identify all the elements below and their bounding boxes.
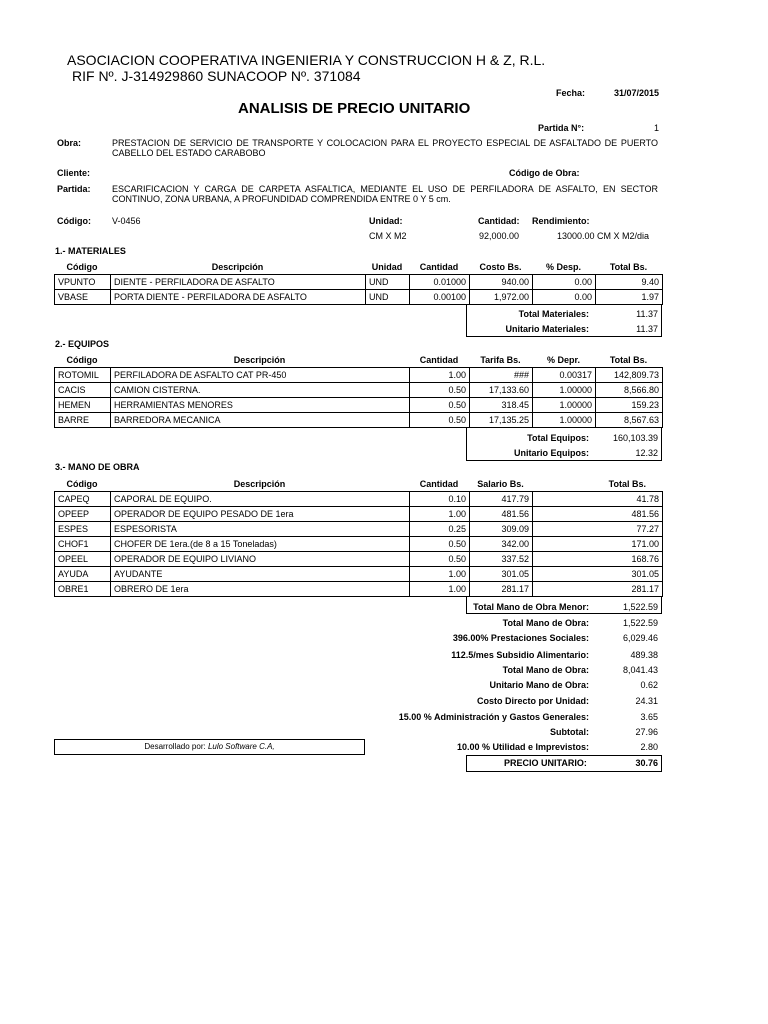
col-total: Total Bs. — [609, 354, 648, 365]
resumen-value: 0.62 — [640, 680, 658, 690]
col-descripcion: Descripción — [211, 261, 264, 272]
table-row — [55, 492, 663, 507]
cliente-label: Cliente: — [57, 168, 91, 178]
table-row — [55, 507, 663, 522]
cell-codigo: ESPES — [55, 522, 111, 537]
cell-codigo: OBRE1 — [55, 582, 111, 597]
col-codigo: Código — [66, 354, 98, 365]
mano-obra-table — [54, 491, 663, 597]
cell-total: 77.27 — [533, 522, 663, 537]
table-row — [55, 290, 663, 305]
col-cantidad: Cantidad — [419, 354, 459, 365]
cell-codigo: OPEEP — [55, 507, 111, 522]
cell-codigo: ROTOMIL — [55, 368, 111, 383]
cell-unidad: UND — [366, 290, 410, 305]
cell-cantidad: 1.00 — [410, 582, 470, 597]
cell-cantidad: 1.00 — [410, 567, 470, 582]
resumen-label: 396.00% Prestaciones Sociales: — [452, 633, 589, 643]
resumen-value: 2.80 — [640, 742, 658, 752]
col-unidad: Unidad — [371, 261, 403, 272]
col-tarifa: Tarifa Bs. — [480, 354, 521, 365]
cell-codigo: VPUNTO — [55, 275, 111, 290]
cell-depr: 1.00000 — [533, 413, 596, 428]
cell-total: 8,567.63 — [596, 413, 663, 428]
codigo-value: V-0456 — [112, 216, 141, 226]
developer-credit — [54, 742, 365, 751]
cell-descripcion: CAMION CISTERNA. — [111, 383, 410, 398]
total-materiales-value: 11.37 — [636, 309, 658, 319]
cell-codigo: BARRE — [55, 413, 111, 428]
cell-tarifa: 318.45 — [470, 398, 533, 413]
cell-salario: 337.52 — [470, 552, 533, 567]
company-name: ASOCIACION COOPERATIVA INGENIERIA Y CONSTRUCCION H & Z, R.L. — [67, 52, 546, 68]
cell-total: 8,566.80 — [596, 383, 663, 398]
table-row — [55, 383, 663, 398]
obra-value: PRESTACION DE SERVICIO DE TRANSPORTE Y COLOCACION PARA EL PROYECTO ESPECIAL DE ASFALTADO DE PUERTO CABELLO DEL ESTADO CARABOBO — [112, 138, 658, 158]
resumen-value: 8,041.43 — [622, 665, 658, 675]
cell-total: 281.17 — [533, 582, 663, 597]
cell-total: 171.00 — [533, 537, 663, 552]
developer-prefix: Desarrollado por: — [144, 742, 208, 751]
page-title: ANALISIS DE PRECIO UNITARIO — [238, 100, 471, 117]
table-row — [55, 552, 663, 567]
cell-descripcion: PERFILADORA DE ASFALTO CAT PR-450 — [111, 368, 410, 383]
unitario-materiales-label: Unitario Materiales: — [505, 324, 589, 334]
obra-label: Obra: — [57, 138, 82, 148]
unidad-label: Unidad: — [369, 216, 403, 226]
cell-depr: 1.00000 — [533, 398, 596, 413]
cell-salario: 481.56 — [470, 507, 533, 522]
resumen-value: 6,029.46 — [622, 633, 658, 643]
rendimiento-value: 13000.00 CM X M2/dia — [556, 231, 649, 241]
cell-total: 142,809.73 — [596, 368, 663, 383]
cell-codigo: CAPEQ — [55, 492, 111, 507]
resumen-value: 489.38 — [630, 650, 658, 660]
cell-salario: 309.09 — [470, 522, 533, 537]
cantidad-value: 92,000.00 — [478, 231, 519, 241]
unidad-value: CM X M2 — [369, 231, 407, 241]
resumen-label: 15.00 % Administración y Gastos Generales: — [398, 712, 589, 722]
cell-cantidad: 1.00 — [410, 368, 470, 383]
resumen-label: Total Mano de Obra: — [502, 665, 589, 675]
resumen-value: 24.31 — [635, 696, 658, 706]
col-depr: % Depr. — [546, 354, 580, 365]
cell-tarifa: 17,135.25 — [470, 413, 533, 428]
table-row — [55, 582, 663, 597]
codigo-obra-label: Código de Obra: — [509, 168, 580, 178]
cell-total: 168.76 — [533, 552, 663, 567]
resumen-label: Subtotal: — [550, 727, 589, 737]
table-row — [55, 537, 663, 552]
partida-n-value: 1 — [653, 123, 659, 133]
cell-total: 159.23 — [596, 398, 663, 413]
cell-cantidad: 0.50 — [410, 383, 470, 398]
total-equipos-value: 160,103.39 — [612, 433, 658, 443]
mano-obra-header — [54, 476, 662, 491]
equipos-header — [54, 352, 662, 367]
cantidad-label: Cantidad: — [478, 216, 520, 226]
cell-total: 481.56 — [533, 507, 663, 522]
table-row — [55, 398, 663, 413]
cell-codigo: CHOF1 — [55, 537, 111, 552]
materiales-header — [54, 259, 662, 274]
cell-codigo: VBASE — [55, 290, 111, 305]
cell-total: 9.40 — [596, 275, 663, 290]
cell-salario: 342.00 — [470, 537, 533, 552]
cell-unidad: UND — [366, 275, 410, 290]
unitario-materiales-value: 11.37 — [636, 324, 658, 334]
fecha-value: 31/07/2015 — [613, 88, 659, 98]
materiales-title: 1.- MATERIALES — [55, 246, 126, 256]
cell-costo: 940.00 — [470, 275, 533, 290]
cell-tarifa: 17,133.60 — [470, 383, 533, 398]
cell-desp: 0.00 — [533, 290, 596, 305]
precio-unitario-value: 30.76 — [635, 758, 658, 768]
equipos-table — [54, 367, 663, 428]
col-cantidad: Cantidad — [419, 261, 459, 272]
cell-descripcion: CHOFER DE 1era.(de 8 a 15 Toneladas) — [111, 537, 410, 552]
materiales-table — [54, 274, 663, 305]
cell-salario: 301.05 — [470, 567, 533, 582]
total-mano-obra-menor-label: Total Mano de Obra Menor: — [473, 602, 589, 612]
cell-depr: 1.00000 — [533, 383, 596, 398]
fecha-label: Fecha: — [556, 88, 586, 98]
col-codigo: Código — [66, 261, 98, 272]
table-row — [55, 522, 663, 537]
col-salario: Salario Bs. — [477, 478, 524, 489]
cell-total: 1.97 — [596, 290, 663, 305]
cell-desp: 0.00 — [533, 275, 596, 290]
cell-descripcion: ESPESORISTA — [111, 522, 410, 537]
resumen-value: 27.96 — [635, 727, 658, 737]
cell-descripcion: BARREDORA MECANICA — [111, 413, 410, 428]
col-total: Total Bs. — [609, 261, 648, 272]
col-total: Total Bs. — [608, 478, 646, 489]
cell-codigo: CACIS — [55, 383, 111, 398]
cell-descripcion: PORTA DIENTE - PERFILADORA DE ASFALTO — [111, 290, 366, 305]
cell-costo: 1,972.00 — [470, 290, 533, 305]
cell-cantidad: 0.01000 — [410, 275, 470, 290]
total-mano-obra-menor-value: 1,522.59 — [622, 602, 658, 612]
cell-total: 301.05 — [533, 567, 663, 582]
resumen-label: 112.5/mes Subsidio Alimentario: — [451, 650, 589, 660]
cell-salario: 417.79 — [470, 492, 533, 507]
table-row — [55, 413, 663, 428]
mano-obra-title: 3.- MANO DE OBRA — [55, 462, 140, 472]
codigo-label: Código: — [57, 216, 91, 226]
total-materiales-label: Total Materiales: — [518, 309, 589, 319]
col-descripcion: Descripción — [233, 354, 286, 365]
col-cantidad: Cantidad — [419, 478, 459, 489]
cell-descripcion: HERRAMIENTAS MENORES — [111, 398, 410, 413]
resumen-label: Total Mano de Obra: — [502, 618, 589, 628]
cell-descripcion: AYUDANTE — [111, 567, 410, 582]
table-row — [55, 368, 663, 383]
developer-name: Lulo Software C.A, — [207, 742, 275, 751]
equipos-title: 2.- EQUIPOS — [55, 339, 110, 349]
cell-descripcion: OPERADOR DE EQUIPO LIVIANO — [111, 552, 410, 567]
cell-codigo: AYUDA — [55, 567, 111, 582]
cell-cantidad: 0.50 — [410, 398, 470, 413]
cell-cantidad: 0.25 — [410, 522, 470, 537]
cell-depr: 0.00317 — [533, 368, 596, 383]
resumen-value: 1,522.59 — [622, 618, 658, 628]
cell-cantidad: 1.00 — [410, 507, 470, 522]
col-costo: Costo Bs. — [479, 261, 522, 272]
unitario-equipos-label: Unitario Equipos: — [514, 448, 589, 458]
rendimiento-label: Rendimiento: — [532, 216, 590, 226]
total-equipos-label: Total Equipos: — [527, 433, 589, 443]
cell-cantidad: 0.50 — [410, 537, 470, 552]
cell-cantidad: 0.10 — [410, 492, 470, 507]
cell-descripcion: OBRERO DE 1era — [111, 582, 410, 597]
cell-cantidad: 0.50 — [410, 413, 470, 428]
partida-n-label: Partida N°: — [538, 123, 585, 133]
precio-unitario-label: PRECIO UNITARIO: — [504, 758, 587, 768]
cell-cantidad: 0.50 — [410, 552, 470, 567]
resumen-value: 3.65 — [640, 712, 658, 722]
col-descripcion: Descripción — [233, 478, 286, 489]
partida-label: Partida: — [57, 184, 91, 194]
cell-total: 41.78 — [533, 492, 663, 507]
resumen-label: 10.00 % Utilidad e Imprevistos: — [456, 742, 589, 752]
cell-salario: 281.17 — [470, 582, 533, 597]
resumen-label: Costo Directo por Unidad: — [477, 696, 589, 706]
table-row — [55, 567, 663, 582]
cell-descripcion: DIENTE - PERFILADORA DE ASFALTO — [111, 275, 366, 290]
cell-codigo: OPEEL — [55, 552, 111, 567]
company-rif: RIF Nº. J-314929860 SUNACOOP Nº. 371084 — [72, 68, 361, 84]
cell-tarifa: ### — [470, 368, 533, 383]
cell-descripcion: CAPORAL DE EQUIPO. — [111, 492, 410, 507]
cell-codigo: HEMEN — [55, 398, 111, 413]
partida-value: ESCARIFICACION Y CARGA DE CARPETA ASFALTICA, MEDIANTE EL USO DE PERFILADORA DE ASFALTO, EN SECTOR CONTINUO, ZONA URBANA, A PROFUNDIDAD COMPRENDIDA ENTRE 0 Y 5 cm. — [112, 184, 658, 204]
col-codigo: Código — [66, 478, 98, 489]
resumen-label: Unitario Mano de Obra: — [489, 680, 589, 690]
unitario-equipos-value: 12.32 — [635, 448, 658, 458]
table-row — [55, 275, 663, 290]
col-desp: % Desp. — [545, 261, 581, 272]
cell-descripcion: OPERADOR DE EQUIPO PESADO DE 1era — [111, 507, 410, 522]
cell-cantidad: 0.00100 — [410, 290, 470, 305]
